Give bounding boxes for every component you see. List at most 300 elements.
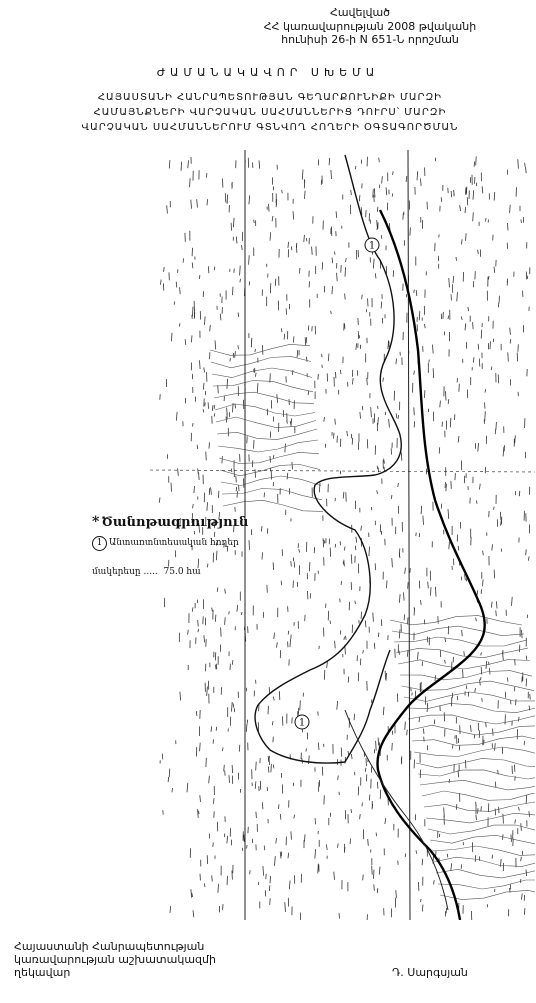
terrain-hachure [363, 875, 364, 881]
terrain-hachure [369, 547, 370, 557]
terrain-hachure [464, 651, 465, 656]
terrain-hachure [362, 295, 363, 300]
terrain-hachure [450, 418, 451, 428]
terrain-hachure [200, 743, 201, 752]
terrain-hachure [204, 635, 205, 642]
terrain-hachure [496, 610, 497, 616]
terrain-hachure [268, 767, 269, 773]
terrain-hachure [458, 546, 459, 550]
terrain-hachure [476, 156, 477, 165]
terrain-hachure [280, 814, 281, 820]
terrain-hachure [178, 468, 179, 476]
terrain-hachure [380, 790, 381, 799]
terrain-hachure [384, 459, 385, 464]
terrain-hachure [192, 893, 193, 897]
terrain-hachure [255, 373, 256, 377]
terrain-hachure [373, 259, 374, 269]
map-grid-line [408, 150, 410, 920]
contour-line [430, 835, 535, 845]
parcel-marker [365, 238, 379, 252]
terrain-hachure [351, 754, 352, 759]
terrain-hachure [255, 781, 256, 788]
terrain-hachure [291, 831, 292, 839]
terrain-hachure [399, 548, 400, 556]
terrain-hachure [487, 904, 488, 907]
terrain-hachure [161, 280, 162, 285]
terrain-hachure [399, 630, 400, 639]
terrain-hachure [404, 614, 405, 620]
terrain-hachure [188, 630, 189, 635]
terrain-hachure [181, 162, 182, 171]
terrain-hachure [396, 414, 397, 419]
terrain-hachure [495, 809, 496, 816]
terrain-hachure [363, 650, 364, 653]
terrain-hachure [494, 507, 495, 510]
terrain-hachure [391, 448, 392, 454]
terrain-hachure [237, 491, 238, 498]
terrain-hachure [500, 512, 501, 520]
terrain-hachure [434, 880, 435, 884]
terrain-hachure [473, 190, 474, 200]
terrain-hachure [205, 391, 206, 395]
terrain-hachure [346, 258, 347, 262]
terrain-hachure [421, 506, 422, 514]
contour-line [218, 440, 318, 452]
terrain-hachure [422, 905, 423, 912]
terrain-hachure [304, 180, 305, 188]
terrain-hachure [445, 482, 446, 488]
contour-line [216, 417, 316, 428]
terrain-hachure [348, 751, 349, 755]
terrain-hachure [234, 269, 235, 273]
terrain-hachure [220, 314, 221, 321]
terrain-hachure [431, 587, 432, 596]
contour-line [426, 813, 535, 823]
terrain-hachure [335, 544, 336, 548]
terrain-hachure [328, 611, 329, 621]
terrain-hachure [393, 171, 394, 175]
terrain-hachure [249, 255, 250, 264]
terrain-hachure [459, 746, 460, 751]
terrain-hachure [324, 417, 325, 422]
terrain-hachure [315, 849, 316, 858]
terrain-hachure [386, 187, 387, 195]
terrain-hachure [421, 899, 422, 902]
subtitle-line-3: ՎԱՐՉԱԿԱՆ ՍԱՀՄԱՆՆԵՐՈՒՄ ԳՏՆՎՈՂ ՀՈՂԵՐԻ ՕԳՏԱԳՈՐԾՄԱՆ [81, 122, 459, 133]
terrain-hachure [468, 307, 469, 311]
terrain-hachure [214, 413, 215, 416]
terrain-hachure [385, 818, 386, 824]
terrain-hachure [480, 484, 481, 490]
terrain-hachure [382, 176, 383, 183]
contour-line [420, 780, 535, 790]
terrain-hachure [273, 455, 274, 458]
terrain-hachure [288, 853, 289, 859]
terrain-hachure [309, 562, 310, 571]
terrain-hachure [427, 703, 428, 712]
terrain-hachure [239, 745, 240, 752]
terrain-hachure [272, 216, 273, 221]
terrain-hachure [377, 782, 378, 789]
terrain-hachure [508, 223, 509, 230]
terrain-hachure [379, 867, 380, 875]
terrain-hachure [515, 820, 516, 824]
terrain-hachure [478, 344, 479, 350]
terrain-hachure [322, 354, 323, 357]
terrain-hachure [176, 412, 177, 421]
terrain-hachure [332, 258, 333, 264]
terrain-hachure [405, 854, 406, 858]
contour-line [428, 825, 535, 834]
terrain-hachure [267, 787, 268, 791]
terrain-hachure [374, 884, 375, 891]
terrain-hachure [162, 754, 163, 760]
terrain-hachure [491, 367, 492, 370]
terrain-hachure [404, 592, 405, 600]
terrain-hachure [270, 876, 271, 883]
terrain-hachure [439, 447, 440, 453]
terrain-hachure [238, 313, 239, 317]
terrain-hachure [527, 276, 528, 279]
terrain-hachure [377, 490, 378, 494]
contour-line [418, 770, 535, 779]
terrain-hachure [482, 698, 483, 702]
terrain-hachure [269, 885, 270, 891]
terrain-hachure [207, 687, 208, 697]
terrain-hachure [383, 378, 384, 382]
terrain-hachure [479, 730, 480, 738]
terrain-hachure [518, 717, 519, 722]
terrain-hachure [391, 495, 392, 499]
terrain-hachure [200, 360, 201, 369]
terrain-hachure [457, 292, 458, 301]
terrain-hachure [414, 289, 415, 293]
terrain-hachure [375, 563, 376, 570]
terrain-hachure [491, 602, 492, 608]
contour-line [410, 725, 535, 735]
terrain-hachure [285, 902, 286, 912]
terrain-hachure [374, 188, 375, 197]
terrain-hachure [378, 738, 379, 746]
terrain-hachure [461, 316, 462, 320]
terrain-hachure [187, 783, 188, 792]
terrain-hachure [236, 476, 237, 483]
terrain-hachure [377, 220, 378, 228]
terrain-hachure [217, 588, 218, 592]
terrain-hachure [204, 367, 205, 372]
terrain-hachure [193, 307, 194, 317]
terrain-hachure [360, 814, 361, 819]
terrain-hachure [227, 195, 228, 204]
terrain-hachure [203, 409, 204, 412]
terrain-hachure [281, 328, 282, 332]
terrain-hachure [277, 394, 278, 403]
terrain-hachure [439, 234, 440, 237]
terrain-hachure [336, 211, 337, 217]
legend-area-label: մակերեսը [92, 567, 141, 577]
terrain-hachure [360, 412, 361, 419]
terrain-hachure [300, 700, 301, 710]
terrain-hachure [230, 358, 231, 361]
terrain-hachure [335, 641, 336, 649]
terrain-hachure [329, 158, 330, 165]
terrain-hachure [512, 597, 513, 606]
terrain-hachure [476, 618, 477, 622]
terrain-hachure [377, 466, 378, 469]
legend-title-text: Ծանոթագրություն [101, 515, 249, 530]
terrain-hachure [497, 601, 498, 608]
terrain-hachure [263, 866, 264, 876]
terrain-hachure [383, 707, 384, 715]
signatory-position [14, 940, 274, 979]
terrain-hachure [172, 333, 173, 342]
terrain-hachure [340, 370, 341, 374]
terrain-hachure [306, 238, 307, 241]
terrain-hachure [194, 486, 195, 493]
terrain-hachure [256, 812, 257, 818]
terrain-hachure [478, 443, 479, 452]
terrain-hachure [396, 359, 397, 365]
terrain-hachure [374, 195, 375, 202]
terrain-hachure [475, 855, 476, 862]
terrain-hachure [299, 549, 300, 553]
terrain-hachure [359, 335, 360, 338]
terrain-hachure [374, 870, 375, 879]
terrain-hachure [240, 279, 241, 283]
map-legend [92, 514, 292, 577]
terrain-hachure [524, 741, 525, 745]
terrain-hachure [339, 913, 340, 919]
terrain-hachure [171, 483, 172, 492]
terrain-hachure [503, 447, 504, 457]
terrain-hachure [284, 334, 285, 340]
terrain-hachure [526, 167, 527, 173]
terrain-hachure [257, 383, 258, 392]
terrain-hachure [398, 483, 399, 487]
appendix-label: Հավելված [329, 6, 391, 19]
terrain-hachure [423, 516, 424, 525]
terrain-hachure [214, 798, 215, 804]
terrain-hachure [429, 360, 430, 363]
contour-line [408, 715, 535, 724]
terrain-hachure [341, 748, 342, 757]
contour-line [422, 791, 535, 800]
signatory-line-2: կառավարության աշխատակազմի [14, 953, 216, 966]
terrain-hachure [385, 412, 386, 415]
terrain-hachure [418, 652, 419, 660]
terrain-hachure [296, 245, 297, 253]
terrain-hachure [337, 701, 338, 710]
terrain-hachure [353, 378, 354, 384]
terrain-hachure [211, 726, 212, 732]
terrain-hachure [255, 469, 256, 477]
terrain-hachure [392, 194, 393, 197]
terrain-hachure [322, 767, 323, 776]
terrain-hachure [199, 473, 200, 480]
terrain-hachure [446, 391, 447, 400]
terrain-hachure [451, 863, 452, 871]
terrain-hachure [410, 227, 411, 235]
terrain-hachure [282, 716, 283, 725]
terrain-hachure [185, 339, 186, 345]
contour-line [214, 392, 314, 403]
terrain-hachure [373, 189, 374, 197]
terrain-hachure [492, 544, 493, 550]
contour-line [390, 616, 522, 625]
terrain-hachure [249, 281, 250, 285]
terrain-hachure [522, 894, 523, 900]
terrain-hachure [526, 679, 527, 687]
terrain-hachure [204, 883, 205, 887]
terrain-hachure [483, 579, 484, 586]
terrain-hachure [235, 507, 236, 512]
terrain-hachure [319, 483, 320, 493]
terrain-hachure [268, 756, 269, 762]
terrain-hachure [285, 444, 286, 453]
terrain-hachure [447, 854, 448, 858]
terrain-hachure [227, 836, 228, 844]
terrain-hachure [481, 330, 482, 339]
terrain-hachure [386, 673, 387, 681]
terrain-hachure [254, 220, 255, 223]
terrain-hachure [355, 546, 356, 550]
terrain-hachure [262, 345, 263, 355]
terrain-hachure [337, 273, 338, 281]
terrain-hachure [169, 160, 170, 168]
terrain-hachure [291, 419, 292, 427]
terrain-hachure [204, 493, 205, 503]
terrain-hachure [371, 407, 372, 417]
terrain-hachure [180, 287, 181, 294]
terrain-hachure [344, 560, 345, 567]
terrain-hachure [338, 844, 339, 848]
terrain-hachure [479, 359, 480, 367]
parcel-marker-label: 1 [298, 717, 306, 729]
contour-line [434, 857, 535, 866]
terrain-hachure [526, 549, 527, 555]
terrain-hachure [212, 405, 213, 411]
terrain-hachure [365, 621, 366, 628]
terrain-hachure [269, 758, 270, 765]
terrain-hachure [190, 178, 191, 187]
terrain-hachure [462, 239, 463, 244]
terrain-hachure [288, 242, 289, 248]
parcel-number-icon: 1 [92, 536, 107, 551]
terrain-hachure [511, 835, 512, 842]
terrain-hachure [376, 741, 377, 751]
terrain-hachure [225, 193, 226, 203]
terrain-hachure [210, 325, 211, 331]
terrain-hachure [168, 777, 169, 782]
terrain-hachure [433, 368, 434, 378]
terrain-hachure [233, 704, 234, 708]
terrain-hachure [344, 637, 345, 640]
terrain-hachure [203, 383, 204, 390]
terrain-hachure [330, 621, 331, 625]
terrain-hachure [378, 633, 379, 637]
terrain-hachure [159, 497, 160, 502]
terrain-hachure [198, 469, 199, 474]
terrain-hachure [345, 267, 346, 276]
terrain-hachure [456, 804, 457, 810]
parcel-marker [295, 715, 309, 729]
terrain-hachure [324, 540, 325, 544]
terrain-hachure [271, 764, 272, 772]
terrain-hachure [482, 186, 483, 193]
terrain-hachure [287, 473, 288, 480]
terrain-hachure [475, 688, 476, 692]
terrain-hachure [485, 389, 486, 392]
terrain-hachure [440, 401, 441, 408]
terrain-hachure [215, 615, 216, 622]
terrain-hachure [264, 846, 265, 851]
contour-line [402, 681, 534, 691]
terrain-hachure [510, 205, 511, 213]
terrain-hachure [208, 266, 209, 273]
terrain-hachure [448, 316, 449, 320]
terrain-hachure [215, 340, 216, 349]
terrain-hachure [421, 178, 422, 186]
terrain-hachure [373, 613, 374, 622]
terrain-hachure [246, 724, 247, 732]
contour-line [211, 356, 311, 367]
terrain-hachure [233, 287, 234, 295]
terrain-hachure [297, 350, 298, 357]
contour-line [400, 671, 532, 680]
contour-line [210, 344, 310, 355]
terrain-hachure [466, 685, 467, 689]
terrain-hachure [191, 889, 192, 898]
terrain-hachure [466, 187, 467, 195]
terrain-hachure [221, 627, 222, 636]
terrain-hachure [377, 207, 378, 212]
contour-line [392, 626, 524, 636]
terrain-hachure [525, 163, 526, 167]
terrain-hachure [343, 492, 344, 499]
terrain-hachure [358, 786, 359, 795]
terrain-hachure [433, 345, 434, 354]
terrain-hachure [323, 538, 324, 547]
terrain-hachure [356, 343, 357, 349]
terrain-hachure [351, 809, 352, 813]
terrain-hachure [180, 692, 181, 701]
signatory-name: Դ. Սարգսյան [392, 966, 468, 979]
terrain-hachure [521, 220, 522, 223]
terrain-hachure [326, 844, 327, 850]
terrain-hachure [196, 711, 197, 716]
terrain-hachure [272, 721, 273, 725]
terrain-hachure [292, 462, 293, 470]
terrain-hachure [416, 850, 417, 853]
terrain-hachure [194, 312, 195, 318]
terrain-hachure [374, 643, 375, 649]
terrain-hachure [466, 233, 467, 241]
terrain-hachure [345, 294, 346, 300]
terrain-hachure [398, 415, 399, 419]
schema-subtitle [20, 90, 520, 135]
terrain-hachure [207, 502, 208, 511]
terrain-hachure [294, 815, 295, 819]
terrain-hachure [388, 340, 389, 349]
terrain-hachure [473, 322, 474, 329]
approval-line-1: ՀՀ կառավարության 2008 թվականի [263, 20, 477, 33]
terrain-hachure [458, 436, 459, 442]
terrain-hachure [218, 884, 219, 893]
terrain-hachure [453, 745, 454, 749]
terrain-hachure [485, 411, 486, 421]
terrain-hachure [436, 587, 437, 597]
terrain-hachure [396, 890, 397, 898]
